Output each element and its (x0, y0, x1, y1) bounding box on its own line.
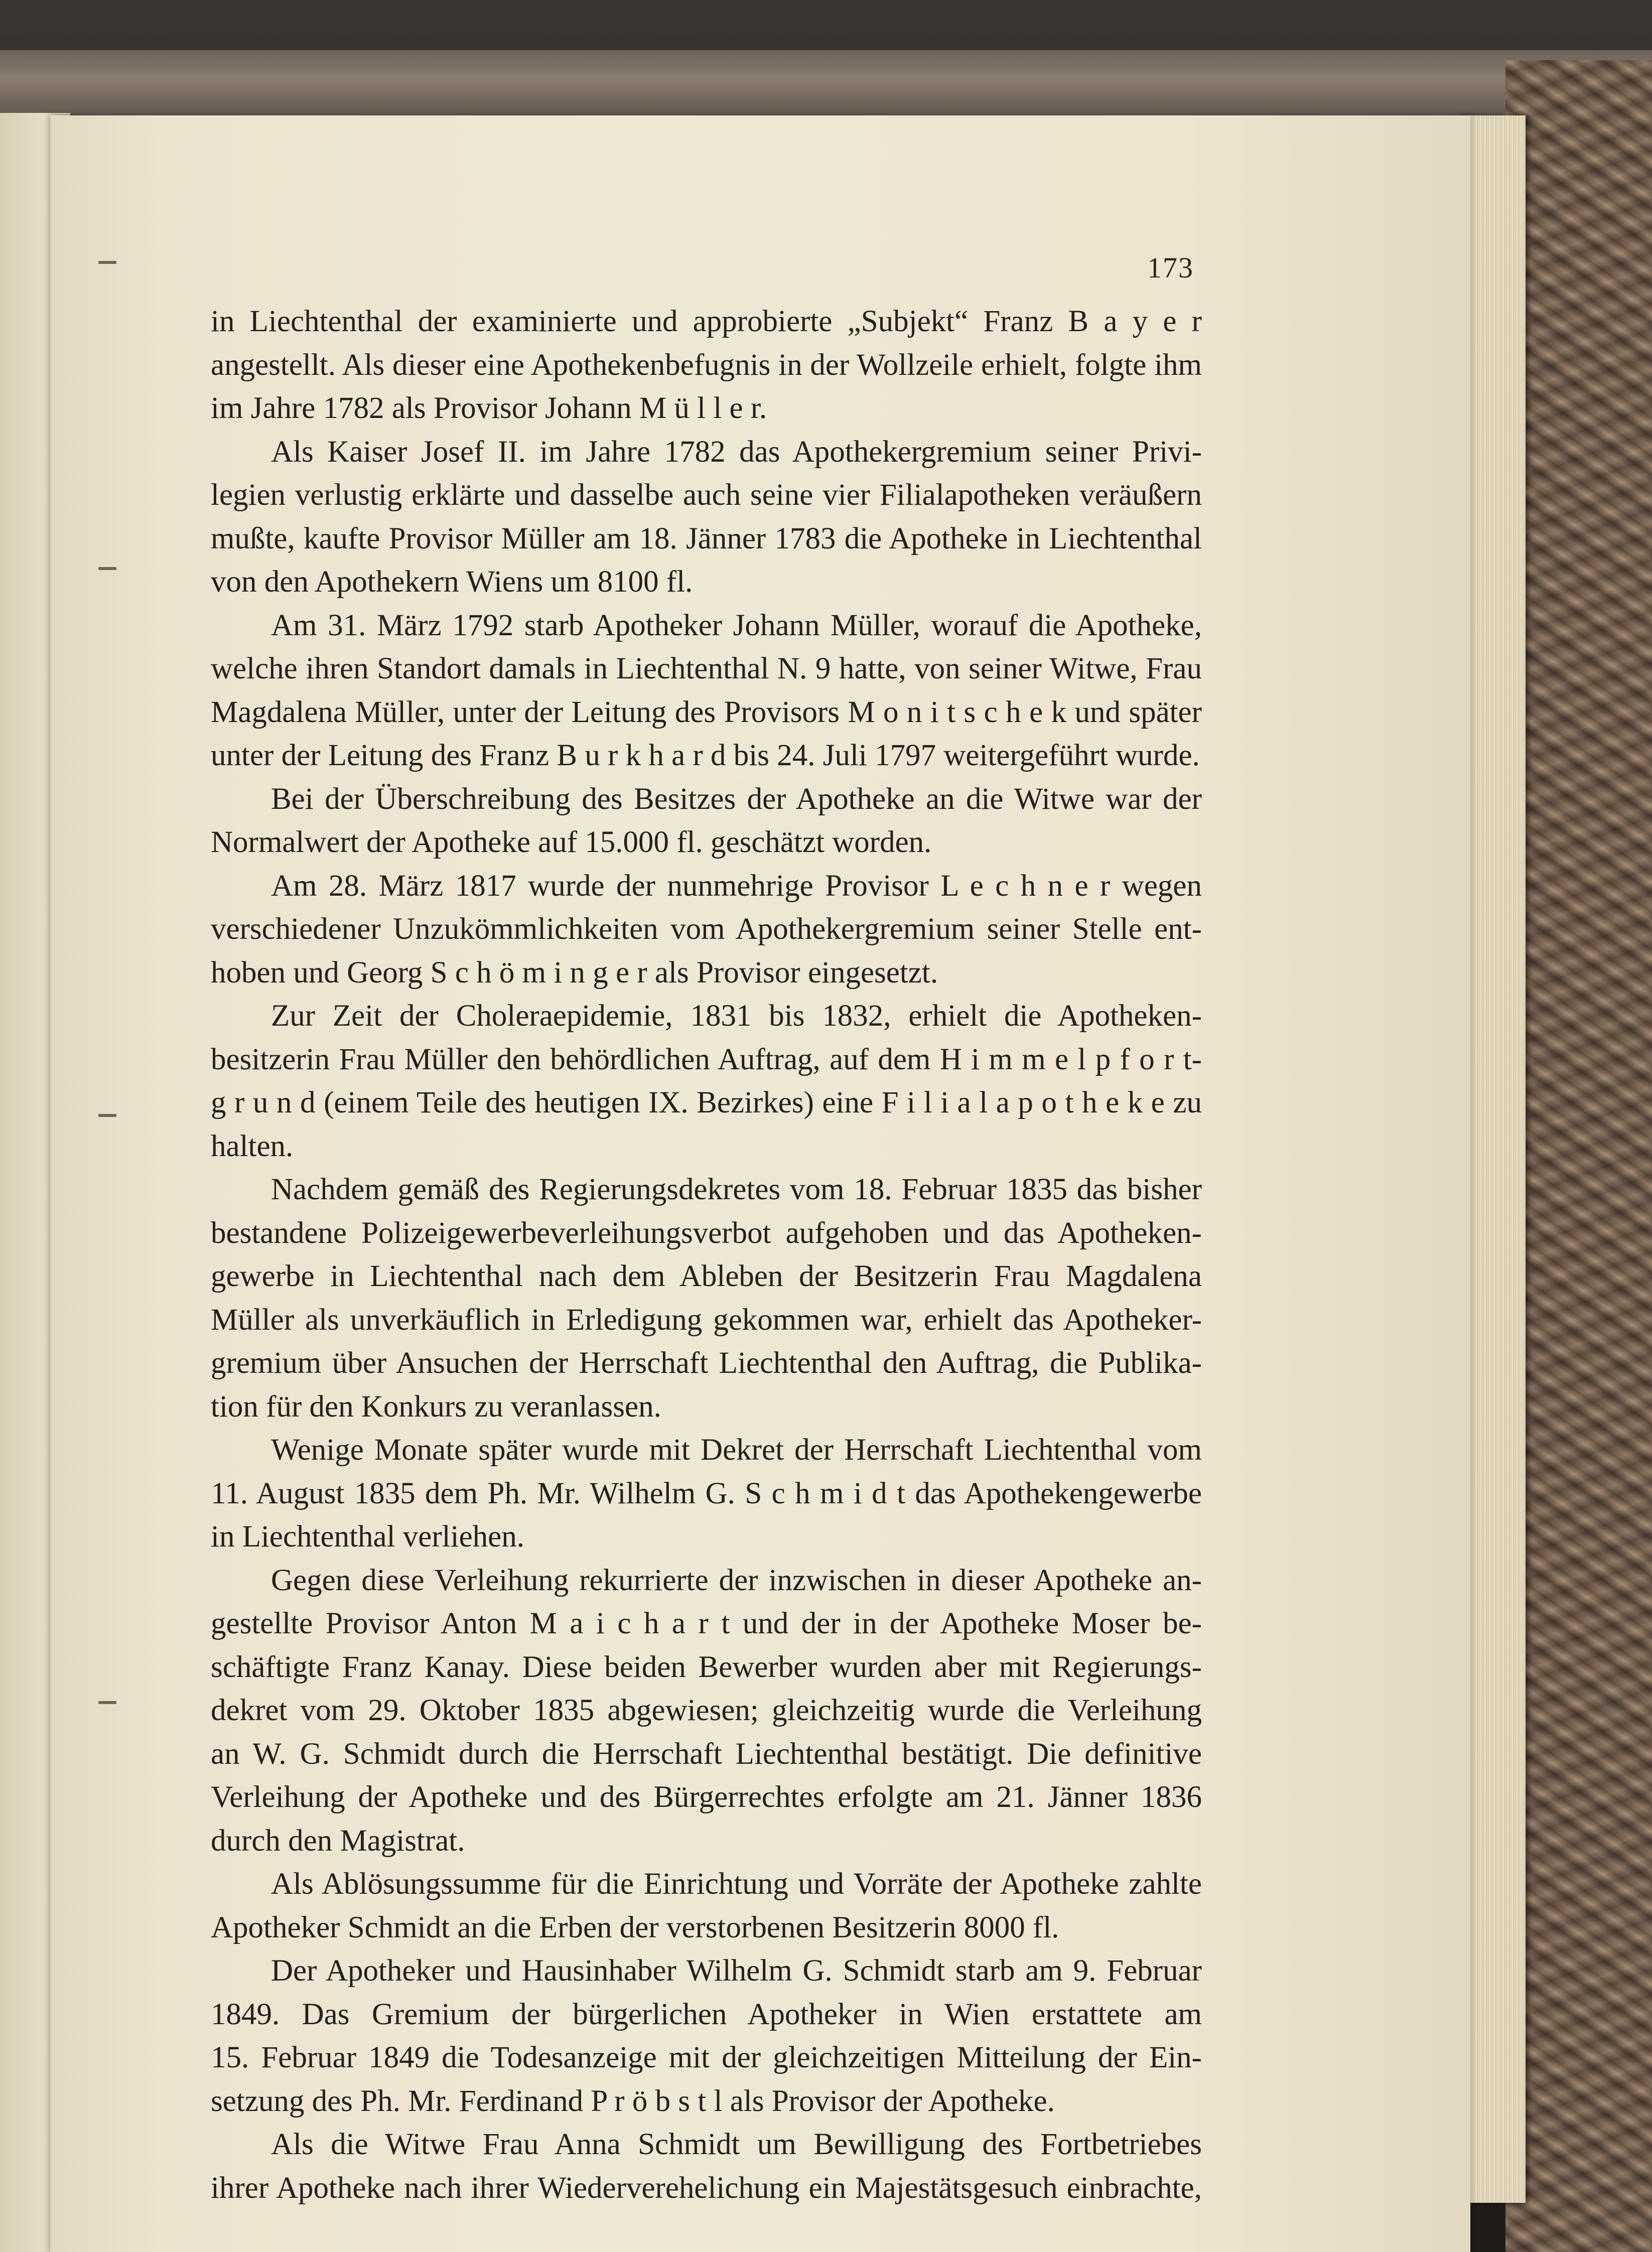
text-line: angestellt. Als dieser eine Apothekenbefugnis in der Wollzeile erhielt, folgte ihm (211, 348, 1202, 382)
binding-stitch (98, 1701, 116, 1704)
text-line: von den Apothekern Wiens um 8100 fl. (211, 565, 693, 599)
text-line: Müller als unverkäuflich in Erledigung gekommen war, erhielt das Apotheker- (211, 1303, 1202, 1337)
text-line: 1849. Das Gremium der bürgerlichen Apotheker in Wien erstattete am (211, 1997, 1202, 2031)
text-line: ihrer Apotheke nach ihrer Wiederverehelichung ein Majestätsgesuch einbrachte, (211, 2171, 1202, 2205)
text-line: im Jahre 1782 als Provisor Johann M ü l l e r. (211, 391, 767, 425)
text-line: legien verlustig erklärte und dasselbe auch seine vier Filialapotheken veräußern (211, 478, 1202, 512)
text-line: g r u n d (einem Teile des heutigen IX. Bezirkes) eine F i l i a l a p o t h e k e zu (211, 1086, 1202, 1119)
page-number: 173 (1147, 251, 1194, 284)
text-line: durch den Magistrat. (211, 1823, 465, 1858)
text-line: Als Kaiser Josef II. im Jahre 1782 das Apothekergremium seiner Privi- (271, 435, 1202, 469)
text-line: Am 28. März 1817 wurde der nunmehrige Provisor L e c h n e r wegen (271, 869, 1202, 903)
text-line: setzung des Ph. Mr. Ferdinand P r ö b s t l als Provisor der Apotheke. (211, 2084, 1055, 2118)
text-line: Bei der Überschreibung des Besitzes der Apotheke an die Witwe war der (271, 782, 1202, 816)
text-line: gewerbe in Liechtenthal nach dem Ableben der Besitzerin Frau Magdalena (211, 1259, 1202, 1293)
text-line: tion für den Konkurs zu veranlassen. (211, 1389, 661, 1424)
text-line: in Liechtenthal verliehen. (211, 1520, 524, 1554)
text-line: Der Apotheker und Hausinhaber Wilhelm G. Schmidt starb am 9. Februar (271, 1954, 1202, 1988)
text-line: welche ihren Standort damals in Liechtenthal N. 9 hatte, von seiner Witwe, Frau (211, 652, 1202, 685)
text-line: halten. (211, 1129, 294, 1163)
text-line: gestellte Provisor Anton M a i c h a r t und der in der Apotheke Moser be- (211, 1607, 1202, 1640)
marbled-cover (1505, 60, 1652, 2252)
text-line: Als Ablösungssumme für die Einrichtung und Vorräte der Apotheke zahlte (271, 1867, 1202, 1901)
binding-stitch (98, 261, 116, 264)
text-line: 11. August 1835 dem Ph. Mr. Wilhelm G. S c h m i d t das Apothekengewerbe (211, 1476, 1202, 1510)
text-line: Wenige Monate später wurde mit Dekret der Herrschaft Liechtenthal vom (271, 1433, 1202, 1467)
text-line: dekret vom 29. Oktober 1835 abgewiesen; gleichzeitig wurde die Verleihung (211, 1694, 1202, 1727)
text-line: Am 31. März 1792 starb Apotheker Johann Müller, worauf die Apotheke, (271, 608, 1202, 642)
text-line: Magdalena Müller, unter der Leitung des Provisors M o n i t s c h e k und später (211, 695, 1202, 729)
text-line: gremium über Ansuchen der Herrschaft Liechtenthal den Auftrag, die Publika- (211, 1346, 1202, 1380)
text-line: Nachdem gemäß des Regierungsdekretes vom 18. Februar 1835 das bisher (271, 1173, 1202, 1206)
text-line: besitzerin Frau Müller den behördlichen Auftrag, auf dem H i m m e l p f o r t- (211, 1042, 1202, 1076)
text-line: 15. Februar 1849 die Todesanzeige mit der gleichzeitigen Mitteilung der Ein- (211, 2041, 1202, 2074)
text-line: schäftigte Franz Kanay. Diese beiden Bewerber wurden aber mit Regierungs- (211, 1650, 1202, 1684)
text-line: Verleihung der Apotheke und des Bürgerrechtes erfolgte am 21. Jänner 1836 (211, 1780, 1202, 1814)
text-line: Gegen diese Verleihung rekurrierte der inzwischen in dieser Apotheke an- (271, 1563, 1202, 1597)
binding-stitch (98, 1114, 116, 1117)
text-line: unter der Leitung des Franz B u r k h a r d bis 24. Juli 1797 weitergeführt wurde. (211, 739, 1200, 772)
text-line: in Liechtenthal der examinierte und approbierte „Subjekt“ Franz B a y e r (211, 305, 1202, 338)
text-line: an W. G. Schmidt durch die Herrschaft Liechtenthal bestätigt. Die definitive (211, 1737, 1202, 1771)
text-line: verschiedener Unzukömmlichkeiten vom Apothekergremium seiner Stelle ent- (211, 912, 1202, 946)
text-line: Zur Zeit der Choleraepidemie, 1831 bis 1832, erhielt die Apotheken- (271, 999, 1202, 1033)
text-line: hoben und Georg S c h ö m i n g e r als Provisor eingesetzt. (211, 955, 938, 990)
text-line: bestandene Polizeigewerbeverleihungsverbot aufgehoben und das Apotheken- (211, 1216, 1202, 1250)
text-line: Als die Witwe Frau Anna Schmidt um Bewilligung des Fortbetriebes (271, 2128, 1202, 2161)
book-cover-top-edge (0, 50, 1652, 120)
body-text (211, 300, 1202, 2210)
text-line: Apotheker Schmidt an die Erben der verstorbenen Besitzerin 8000 fl. (211, 1910, 1059, 1944)
text-line: mußte, kaufte Provisor Müller am 18. Jänner 1783 die Apotheke in Liechtenthal (211, 521, 1202, 555)
text-line: Normalwert der Apotheke auf 15.000 fl. geschätzt worden. (211, 825, 932, 859)
binding-stitch (98, 567, 116, 570)
